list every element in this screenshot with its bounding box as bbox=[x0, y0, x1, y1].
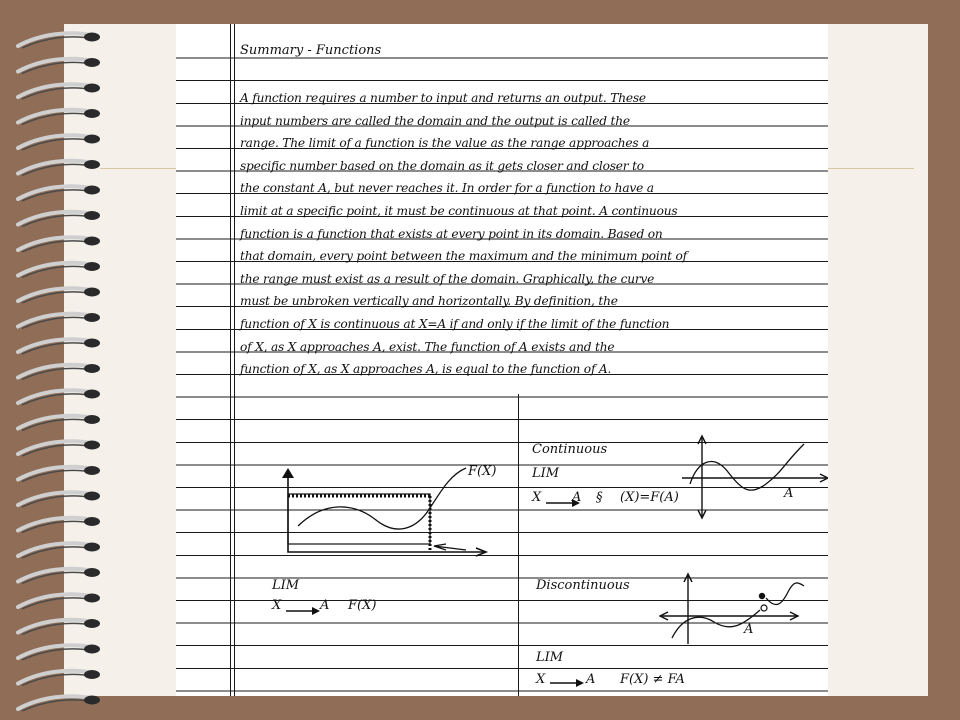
discontinuous-sketch-graph bbox=[658, 572, 828, 648]
spiral-ring-end bbox=[84, 517, 100, 526]
spiral-ring-end bbox=[84, 645, 100, 654]
continuous-limit-target: A bbox=[572, 490, 582, 505]
spiral-binding bbox=[0, 0, 130, 720]
spiral-ring-end bbox=[84, 211, 100, 220]
spiral-ring-end bbox=[84, 339, 100, 348]
limit-target: A bbox=[320, 598, 330, 613]
limit-variable: X bbox=[272, 598, 282, 613]
limit-word: LIM bbox=[272, 578, 300, 593]
spiral-ring-end bbox=[84, 619, 100, 628]
discontinuous-limit-target: A bbox=[586, 672, 596, 687]
discontinuous-limit-variable: X bbox=[536, 672, 546, 687]
notebook-page bbox=[176, 24, 828, 696]
continuous-heading: Continuous bbox=[532, 442, 608, 457]
paragraph-line: the constant A, but never reaches it. In order for a function to have a bbox=[240, 181, 654, 196]
spiral-ring-end bbox=[84, 237, 100, 246]
discontinuous-heading: Discontinuous bbox=[536, 578, 630, 593]
paragraph-line: must be unbroken vertically and horizontally. By definition, the bbox=[240, 294, 618, 309]
spiral-ring-end bbox=[84, 594, 100, 603]
background-guide-line-right bbox=[828, 168, 914, 169]
spiral-ring-end bbox=[84, 58, 100, 67]
continuous-limit-variable: X bbox=[532, 490, 542, 505]
continuous-expression: (X)=F(A) bbox=[620, 490, 679, 505]
limit-function: F(X) bbox=[348, 598, 377, 613]
discontinuous-expression: F(X) ≠ FA bbox=[620, 672, 685, 687]
paragraph-line: input numbers are called the domain and the output is called the bbox=[240, 113, 630, 128]
paragraph-line: function of X, as X approaches A, is equal to the function of A. bbox=[240, 362, 612, 377]
sketch-divider bbox=[518, 394, 519, 696]
spiral-ring-end bbox=[84, 696, 100, 705]
limit-sketch-graph bbox=[276, 464, 496, 564]
spiral-ring-end bbox=[84, 186, 100, 195]
spiral-ring-end bbox=[84, 466, 100, 475]
spiral-ring-end bbox=[84, 33, 100, 42]
continuous-ampersand: § bbox=[596, 490, 603, 505]
spiral-ring-end bbox=[84, 288, 100, 297]
spiral-ring-end bbox=[84, 568, 100, 577]
page-title: Summary - Functions bbox=[240, 43, 382, 58]
spiral-ring-end bbox=[84, 441, 100, 450]
discontinuous-axis-label: A bbox=[744, 622, 754, 637]
margin-line-2 bbox=[234, 24, 235, 696]
spiral-ring-end bbox=[84, 492, 100, 501]
margin-line-1 bbox=[230, 24, 231, 696]
spiral-ring-end bbox=[84, 109, 100, 118]
paragraph-line: of X, as X approaches A, exist. The function of A exists and the bbox=[240, 339, 615, 354]
spiral-ring-end bbox=[84, 415, 100, 424]
spiral-ring-end bbox=[84, 543, 100, 552]
paragraph-line: function is a function that exists at every point in its domain. Based on bbox=[240, 226, 663, 241]
continuous-axis-label: A bbox=[784, 486, 794, 501]
continuous-sketch-graph bbox=[680, 434, 828, 520]
spiral-ring-end bbox=[84, 313, 100, 322]
paragraph-line: range. The limit of a function is the value as the range approaches a bbox=[240, 136, 650, 151]
spiral-ring-end bbox=[84, 84, 100, 93]
paragraph-line: the range must exist as a result of the domain. Graphically, the curve bbox=[240, 271, 655, 286]
paragraph-line: limit at a specific point, it must be continuous at that point. A continuous bbox=[240, 203, 678, 218]
approaches-arrow-icon bbox=[286, 606, 322, 616]
spiral-ring-end bbox=[84, 364, 100, 373]
curve-label: F(X) bbox=[468, 464, 497, 479]
spiral-ring-end bbox=[84, 135, 100, 144]
spiral-ring-end bbox=[84, 262, 100, 271]
spiral-ring-end bbox=[84, 390, 100, 399]
paragraph-line: specific number based on the domain as it gets closer and closer to bbox=[240, 158, 644, 173]
spiral-ring-end bbox=[84, 160, 100, 169]
approaches-arrow-icon bbox=[550, 678, 586, 688]
discontinuous-limit-word: LIM bbox=[536, 650, 564, 665]
spiral-ring-end bbox=[84, 670, 100, 679]
paragraph-line: A function requires a number to input and returns an output. These bbox=[240, 91, 646, 105]
paragraph-line: function of X is continuous at X=A if and only if the limit of the function bbox=[240, 316, 670, 331]
summary-paragraph bbox=[240, 87, 820, 381]
continuous-limit-word: LIM bbox=[532, 466, 560, 481]
paragraph-line: that domain, every point between the maximum and the minimum point of bbox=[240, 249, 687, 264]
